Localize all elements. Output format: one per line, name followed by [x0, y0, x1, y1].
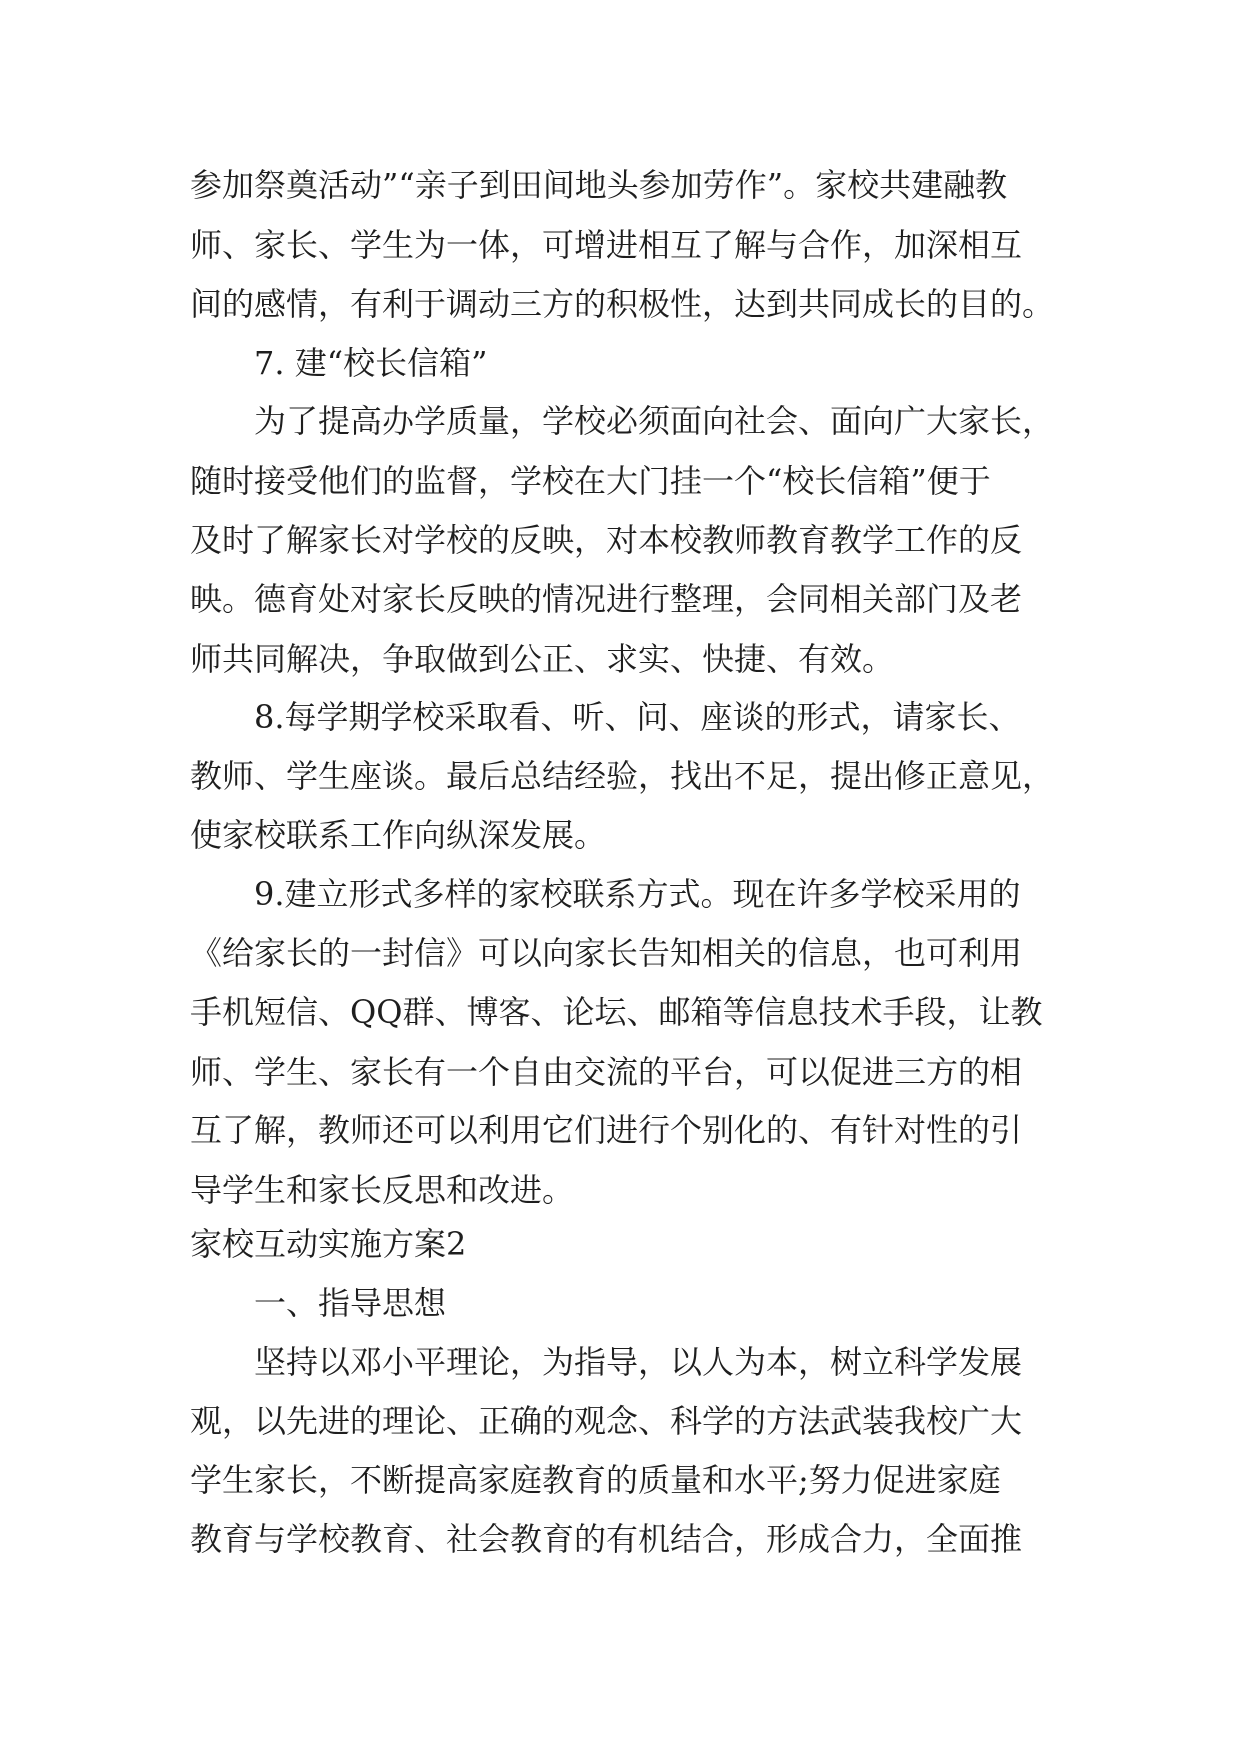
document-title: 家校互动实施方案2: [190, 1225, 467, 1263]
text-line: 9.建立形式多样的家校联系方式。现在许多学校采用的: [254, 875, 1021, 913]
text-line: 教师、学生座谈。最后总结经验，找出不足，提出修正意见，: [190, 757, 1055, 795]
text-line: 为了提高办学质量，学校必须面向社会、面向广大家长，: [254, 402, 1055, 440]
text-line: 参加祭奠活动”“亲子到田间地头参加劳作”。家校共建融教: [190, 166, 1008, 204]
text-line: 互了解，教师还可以利用它们进行个别化的、有针对性的引: [190, 1111, 1023, 1149]
text-line: 师、学生、家长有一个自由交流的平台，可以促进三方的相: [190, 1053, 1023, 1091]
text-line: 师共同解决，争取做到公正、求实、快捷、有效。: [190, 640, 895, 678]
text-line: 8.每学期学校采取看、听、问、座谈的形式，请家长、: [254, 698, 1021, 736]
text-line: 间的感情，有利于调动三方的积极性，达到共同成长的目的。: [190, 285, 1055, 323]
text-line: 师、家长、学生为一体，可增进相互了解与合作，加深相互: [190, 226, 1023, 264]
text-line: 及时了解家长对学校的反映，对本校教师教育教学工作的反: [190, 521, 1023, 559]
text-line: 观，以先进的理论、正确的观念、科学的方法武装我校广大: [190, 1402, 1023, 1440]
text-line: 随时接受他们的监督，学校在大门挂一个“校长信箱”便于: [190, 462, 991, 500]
text-line: 坚持以邓小平理论，为指导，以人为本，树立科学发展: [254, 1343, 1023, 1381]
text-line: 《给家长的一封信》可以向家长告知相关的信息，也可利用: [190, 934, 1023, 972]
text-line: 手机短信、QQ群、博客、论坛、邮箱等信息技术手段，让教: [190, 993, 1043, 1031]
section-heading: 一、指导思想: [254, 1284, 447, 1322]
text-line: 导学生和家长反思和改进。: [190, 1171, 575, 1209]
text-line: 映。德育处对家长反映的情况进行整理，会同相关部门及老: [190, 580, 1023, 618]
text-line: 使家校联系工作向纵深发展。: [190, 816, 607, 854]
section-heading: 7. 建“校长信箱”: [254, 344, 488, 382]
text-line: 教育与学校教育、社会教育的有机结合，形成合力，全面推: [190, 1520, 1023, 1558]
text-line: 学生家长，不断提高家庭教育的质量和水平;努力促进家庭: [190, 1461, 1001, 1499]
